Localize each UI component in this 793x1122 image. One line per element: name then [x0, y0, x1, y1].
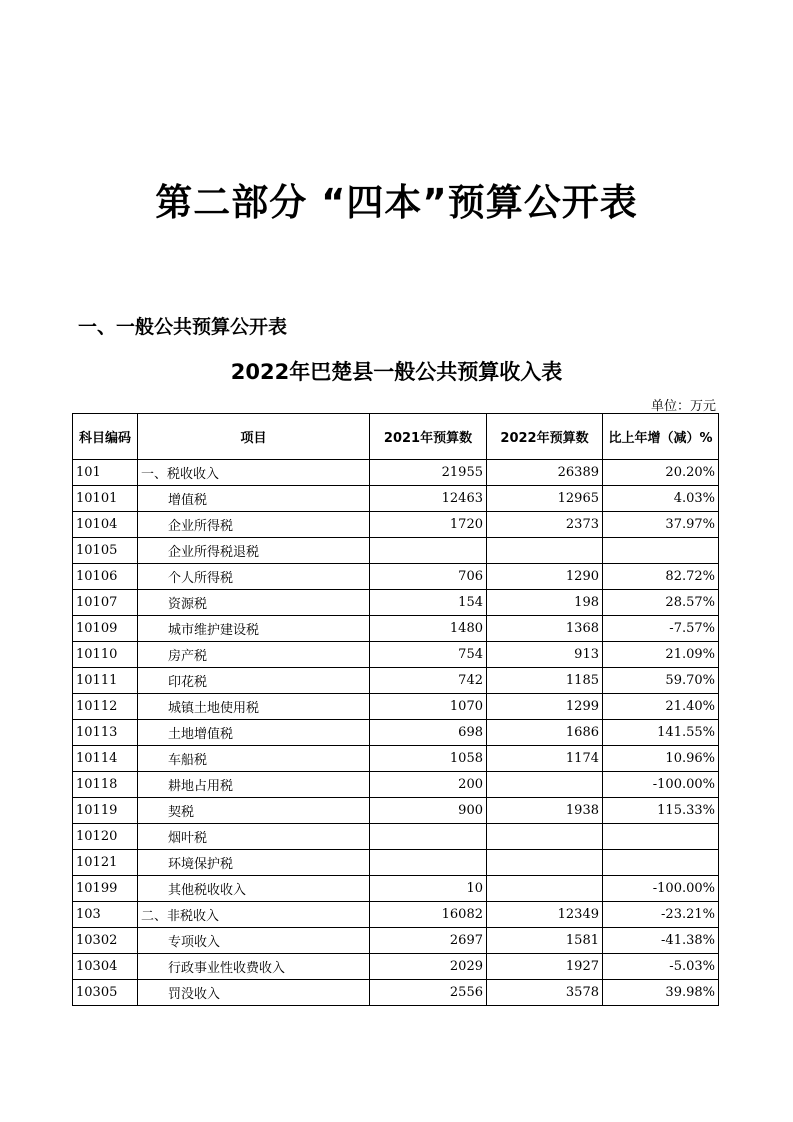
- cell-change: 82.72%: [603, 564, 719, 590]
- table-row: [73, 486, 719, 512]
- table-body: [73, 460, 719, 1006]
- cell-2021: 200: [370, 772, 487, 798]
- cell-item: 环境保护税: [138, 850, 370, 876]
- header-2021: 2021年预算数: [370, 414, 487, 460]
- table-row: [73, 460, 719, 486]
- cell-2021: 1058: [370, 746, 487, 772]
- cell-code: 10199: [73, 876, 138, 902]
- cell-2022: 1185: [487, 668, 603, 694]
- table-row: [73, 642, 719, 668]
- cell-item: 耕地占用税: [138, 772, 370, 798]
- cell-item: 车船税: [138, 746, 370, 772]
- cell-2021: 742: [370, 668, 487, 694]
- cell-change: [603, 538, 719, 564]
- cell-change: 28.57%: [603, 590, 719, 616]
- cell-change: 39.98%: [603, 980, 719, 1006]
- table-row: [73, 850, 719, 876]
- cell-2021: 12463: [370, 486, 487, 512]
- cell-2021: [370, 850, 487, 876]
- cell-2021: [370, 824, 487, 850]
- cell-2022: 1686: [487, 720, 603, 746]
- cell-change: -100.00%: [603, 772, 719, 798]
- cell-code: 10107: [73, 590, 138, 616]
- cell-code: 10110: [73, 642, 138, 668]
- cell-2021: 10: [370, 876, 487, 902]
- header-code: 科目编码: [73, 414, 138, 460]
- cell-code: 103: [73, 902, 138, 928]
- cell-2022: 12349: [487, 902, 603, 928]
- cell-change: [603, 824, 719, 850]
- table-row: [73, 980, 719, 1006]
- table-row: [73, 876, 719, 902]
- cell-change: 21.09%: [603, 642, 719, 668]
- unit-label: 单位：万元: [650, 399, 716, 414]
- cell-code: 10305: [73, 980, 138, 1006]
- cell-code: 10106: [73, 564, 138, 590]
- cell-code: 10119: [73, 798, 138, 824]
- cell-2022: 1174: [487, 746, 603, 772]
- cell-2022: 2373: [487, 512, 603, 538]
- cell-item: 专项收入: [138, 928, 370, 954]
- cell-change: 115.33%: [603, 798, 719, 824]
- cell-change: -5.03%: [603, 954, 719, 980]
- cell-item: 个人所得税: [138, 564, 370, 590]
- cell-change: -100.00%: [603, 876, 719, 902]
- cell-change: -23.21%: [603, 902, 719, 928]
- cell-code: 10104: [73, 512, 138, 538]
- section-title: 一、一般公共预算公开表: [78, 316, 288, 338]
- cell-2021: 2697: [370, 928, 487, 954]
- cell-change: [603, 850, 719, 876]
- cell-2022: [487, 850, 603, 876]
- page-main-title: 第二部分 “四本”预算公开表: [155, 181, 638, 224]
- cell-code: 10120: [73, 824, 138, 850]
- header-item: 项目: [138, 414, 370, 460]
- table-row: [73, 824, 719, 850]
- table-row: [73, 694, 719, 720]
- cell-2022: 913: [487, 642, 603, 668]
- cell-item: 行政事业性收费收入: [138, 954, 370, 980]
- cell-change: 21.40%: [603, 694, 719, 720]
- header-change: 比上年增（减）%: [603, 414, 719, 460]
- table-row: [73, 564, 719, 590]
- cell-code: 10105: [73, 538, 138, 564]
- cell-code: 10114: [73, 746, 138, 772]
- cell-item: 企业所得税: [138, 512, 370, 538]
- cell-2021: 706: [370, 564, 487, 590]
- cell-code: 10113: [73, 720, 138, 746]
- cell-2022: 1368: [487, 616, 603, 642]
- cell-item: 契税: [138, 798, 370, 824]
- cell-2022: 12965: [487, 486, 603, 512]
- cell-change: -7.57%: [603, 616, 719, 642]
- cell-code: 10109: [73, 616, 138, 642]
- cell-change: 37.97%: [603, 512, 719, 538]
- cell-item: 房产税: [138, 642, 370, 668]
- cell-2021: 754: [370, 642, 487, 668]
- cell-2022: 1581: [487, 928, 603, 954]
- cell-code: 10111: [73, 668, 138, 694]
- cell-item: 土地增值税: [138, 720, 370, 746]
- cell-change: 59.70%: [603, 668, 719, 694]
- cell-item: 烟叶税: [138, 824, 370, 850]
- cell-change: 20.20%: [603, 460, 719, 486]
- cell-code: 10118: [73, 772, 138, 798]
- table-row: [73, 668, 719, 694]
- cell-item: 二、非税收入: [138, 902, 370, 928]
- cell-change: -41.38%: [603, 928, 719, 954]
- cell-item: 印花税: [138, 668, 370, 694]
- cell-2021: [370, 538, 487, 564]
- cell-code: 10304: [73, 954, 138, 980]
- cell-2021: 1720: [370, 512, 487, 538]
- cell-2021: 2029: [370, 954, 487, 980]
- cell-code: 10302: [73, 928, 138, 954]
- table-row: [73, 538, 719, 564]
- cell-2022: 1290: [487, 564, 603, 590]
- table-title: 2022年巴楚县一般公共预算收入表: [230, 360, 563, 384]
- budget-table: [72, 413, 719, 1006]
- cell-2021: 1480: [370, 616, 487, 642]
- table-row: [73, 798, 719, 824]
- cell-2021: 154: [370, 590, 487, 616]
- table-row: [73, 902, 719, 928]
- cell-2022: [487, 538, 603, 564]
- cell-item: 城镇土地使用税: [138, 694, 370, 720]
- cell-2022: [487, 772, 603, 798]
- table-row: [73, 772, 719, 798]
- cell-item: 企业所得税退税: [138, 538, 370, 564]
- cell-2022: 1299: [487, 694, 603, 720]
- cell-2021: 698: [370, 720, 487, 746]
- cell-item: 城市维护建设税: [138, 616, 370, 642]
- cell-2022: 198: [487, 590, 603, 616]
- cell-change: 141.55%: [603, 720, 719, 746]
- table-row: [73, 928, 719, 954]
- header-2022: 2022年预算数: [487, 414, 603, 460]
- table-header-row: [73, 414, 719, 460]
- cell-2022: 26389: [487, 460, 603, 486]
- table-row: [73, 616, 719, 642]
- table-row: [73, 746, 719, 772]
- cell-2022: [487, 824, 603, 850]
- cell-2021: 21955: [370, 460, 487, 486]
- cell-item: 增值税: [138, 486, 370, 512]
- cell-code: 10101: [73, 486, 138, 512]
- cell-2022: 1938: [487, 798, 603, 824]
- cell-code: 10121: [73, 850, 138, 876]
- cell-item: 资源税: [138, 590, 370, 616]
- cell-2022: [487, 876, 603, 902]
- table-row: [73, 954, 719, 980]
- cell-change: 10.96%: [603, 746, 719, 772]
- cell-item: 一、税收收入: [138, 460, 370, 486]
- cell-2021: 2556: [370, 980, 487, 1006]
- cell-2021: 1070: [370, 694, 487, 720]
- cell-2022: 1927: [487, 954, 603, 980]
- cell-item: 其他税收收入: [138, 876, 370, 902]
- cell-2022: 3578: [487, 980, 603, 1006]
- table-row: [73, 590, 719, 616]
- cell-2021: 900: [370, 798, 487, 824]
- cell-code: 101: [73, 460, 138, 486]
- table-row: [73, 720, 719, 746]
- cell-item: 罚没收入: [138, 980, 370, 1006]
- cell-code: 10112: [73, 694, 138, 720]
- cell-2021: 16082: [370, 902, 487, 928]
- cell-change: 4.03%: [603, 486, 719, 512]
- table-row: [73, 512, 719, 538]
